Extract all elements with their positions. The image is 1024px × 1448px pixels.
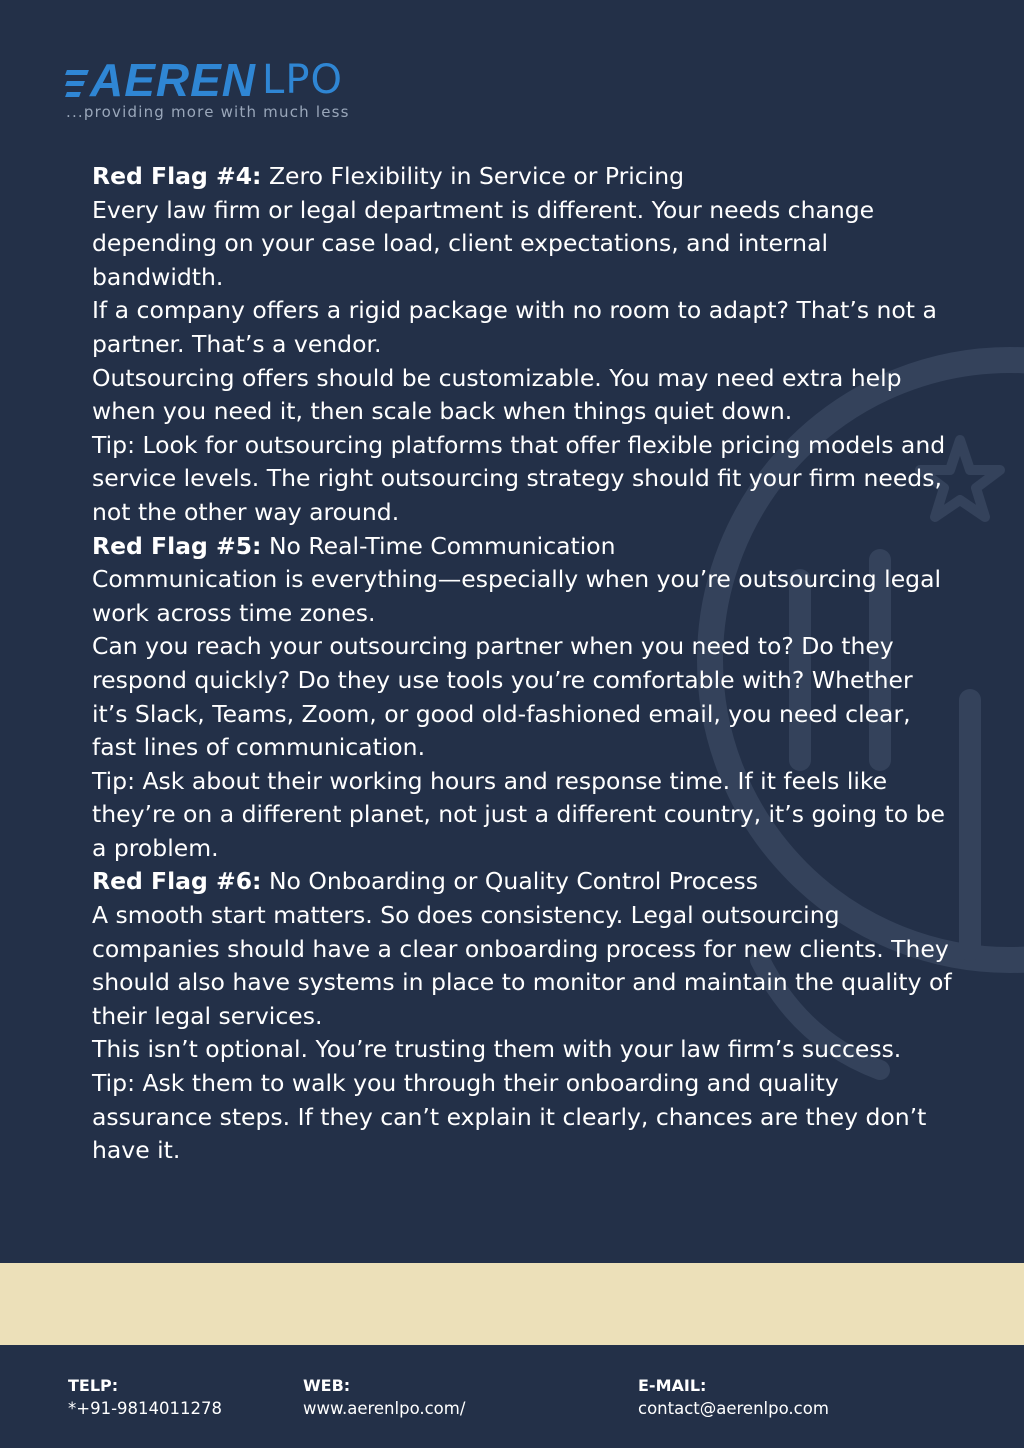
logo-name-bold: AEREN bbox=[90, 54, 257, 106]
heading-text: Zero Flexibility in Service or Pricing bbox=[268, 162, 685, 190]
paragraph: Every law firm or legal department is different. Your needs change depending on your case load, client expectations, and internal bandwidth. bbox=[92, 195, 875, 291]
web-label: WEB: bbox=[303, 1376, 351, 1395]
heading-label: Red Flag #5: bbox=[92, 531, 262, 560]
logo-name-light: LPO bbox=[262, 57, 343, 103]
red-flag-5-heading bbox=[92, 530, 952, 564]
paragraph: Can you reach your outsourcing partner when you need to? Do they respond quickly? Do they use tools you’re comfortable with? Whether it’s Slack, Teams, Zoom, or good old-fashioned email, you need clear, fast lines of communication. bbox=[92, 632, 913, 762]
article-body bbox=[92, 160, 952, 1168]
heading-text: No Real-Time Communication bbox=[268, 531, 616, 560]
contact-footer bbox=[0, 1345, 1024, 1448]
tip-paragraph: Tip: Look for outsourcing platforms that offer flexible pricing models and service levels. The right outsourcing strategy should fit your firm needs, not the other way around. bbox=[92, 430, 946, 526]
heading-label: Red Flag #6: bbox=[92, 867, 262, 896]
red-flag-5-section bbox=[92, 530, 952, 866]
logo-tagline: ...providing more with much less bbox=[66, 103, 350, 121]
heading-text: No Onboarding or Quality Control Process bbox=[268, 867, 758, 896]
red-flag-6-section bbox=[92, 865, 952, 1167]
web-link[interactable]: www.aerenlpo.com/ bbox=[303, 1399, 466, 1418]
tip-paragraph: Tip: Ask about their working hours and response time. If it feels like they’re on a different planet, not just a different country, it’s going to be a problem. bbox=[92, 766, 945, 862]
paragraph: This isn’t optional. You’re trusting them with your law firm’s success. bbox=[92, 1035, 902, 1064]
tip-paragraph: Tip: Ask them to walk you through their onboarding and quality assurance steps. If they can’t explain it clearly, chances are they don’t have it. bbox=[92, 1069, 927, 1165]
phone-value[interactable]: *+91-9814011278 bbox=[68, 1399, 223, 1418]
speed-lines-icon bbox=[66, 66, 88, 100]
paragraph: Communication is everything—especially when you’re outsourcing legal work across time zones. bbox=[92, 565, 942, 627]
red-flag-4-section bbox=[92, 160, 952, 530]
footer-web bbox=[303, 1375, 465, 1421]
phone-label: TELP: bbox=[68, 1376, 119, 1395]
heading-label: Red Flag #4: bbox=[92, 162, 262, 190]
red-flag-4-heading bbox=[92, 160, 952, 194]
paragraph: Outsourcing offers should be customizable. You may need extra help when you need it, then scale back when things quiet down. bbox=[92, 363, 902, 426]
company-logo bbox=[66, 56, 350, 121]
paragraph: A smooth start matters. So does consistency. Legal outsourcing companies should have a clear onboarding process for new clients. They should also have systems in place to monitor and maintain the quality of their legal services. bbox=[92, 901, 952, 1030]
footer-email bbox=[638, 1375, 829, 1421]
email-link[interactable]: contact@aerenlpo.com bbox=[638, 1399, 829, 1418]
email-label: E-MAIL: bbox=[638, 1376, 707, 1395]
decorative-band bbox=[0, 1263, 1024, 1345]
paragraph: If a company offers a rigid package with no room to adapt? That’s not a partner. That’s a vendor. bbox=[92, 296, 937, 358]
footer-phone bbox=[68, 1375, 222, 1421]
red-flag-6-heading bbox=[92, 865, 952, 899]
